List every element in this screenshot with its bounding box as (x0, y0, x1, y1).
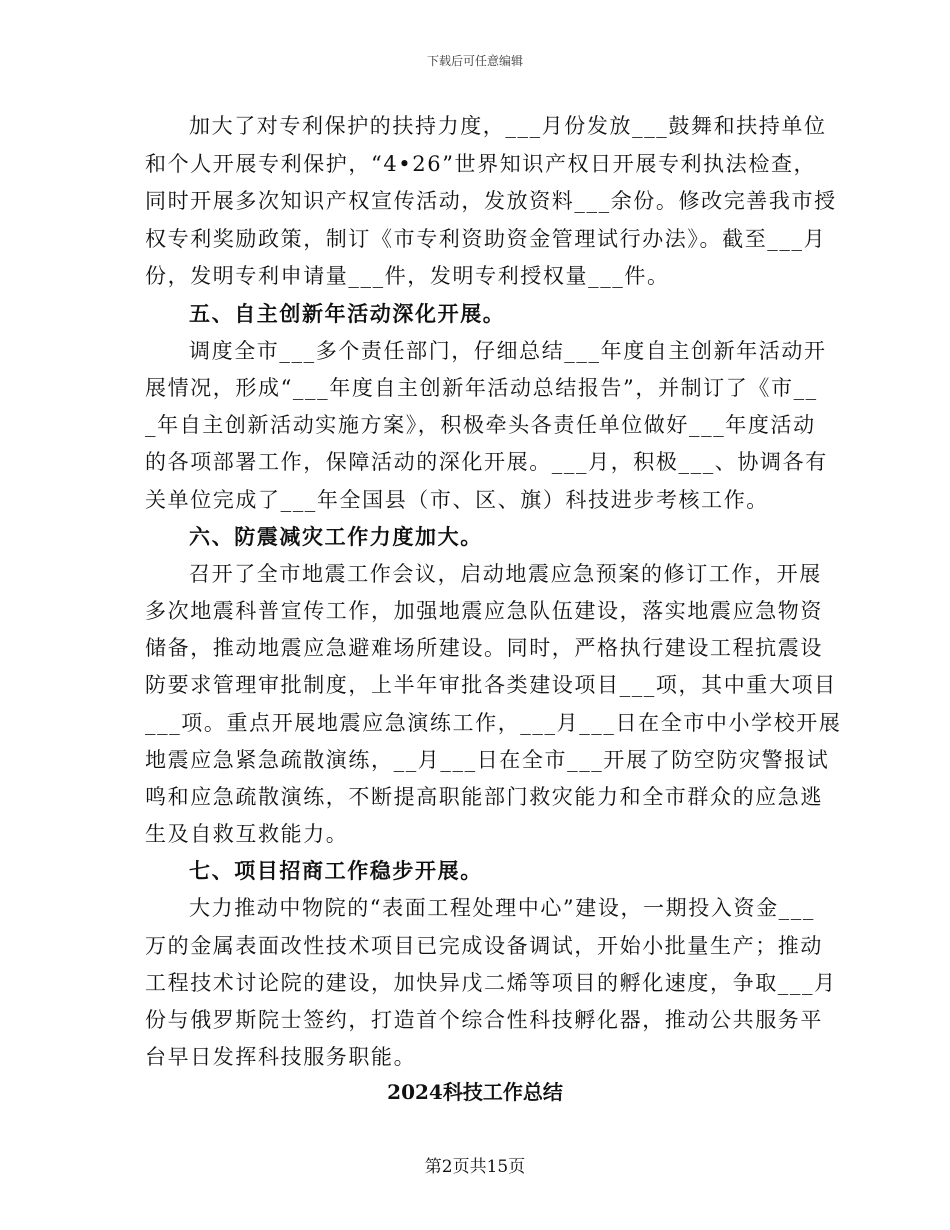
paragraph-line: 加大了对专利保护的扶持力度，___月份发放___鼓舞和扶持单位 (189, 114, 827, 138)
paragraph-line: 关单位完成了___年全国县（市、区、旗）科技进步考核工作。 (145, 488, 769, 512)
paragraph-line: 防要求管理审批制度，上半年审批各类建设项目___项，其中重大项目 (145, 673, 837, 697)
paragraph-line: 储备，推动地震应急避难场所建设。同时，严格执行建设工程抗震设 (145, 636, 823, 660)
paragraph-line: 大力推动中物院的“表面工程处理中心”建设，一期投入资金___ (189, 896, 815, 920)
paragraph-line: 展情况，形成“___年度自主创新年活动总结报告”，并制订了《市__ (145, 376, 818, 400)
paragraph-line: 权专利奖励政策，制订《市专利资助资金管理试行办法》。截至___月 (145, 227, 827, 251)
document-title: 2024科技工作总结 (387, 1080, 563, 1104)
paragraph-line: 万的金属表面改性技术项目已完成设备调试，开始小批量生产；推动 (145, 934, 823, 958)
paragraph-line: 多次地震科普宣传工作，加强地震应急队伍建设，落实地震应急物资 (145, 599, 823, 623)
paragraph-line: 工程技术讨论院的建设，加快异戊二烯等项目的孵化速度，争取___月 (145, 971, 837, 995)
paragraph-line: 份与俄罗斯院士签约，打造首个综合性科技孵化器，推动公共服务平 (145, 1008, 823, 1032)
section-heading: 七、项目招商工作稳步开展。 (189, 858, 483, 883)
paragraph-line: _年自主创新活动实施方案》，积极牵头各责任单位做好___年度活动 (145, 413, 816, 437)
paragraph-line: 调度全市___多个责任部门，仔细总结___年度自主创新年活动开 (189, 339, 827, 363)
page-header: 下载后可任意编辑 (426, 54, 523, 68)
paragraph-line: 地震应急紧急疏散演练，__月___日在全市___开展了防空防灾警报试 (145, 748, 830, 772)
page-footer: 第2页共15页 (424, 1157, 526, 1177)
paragraph-line: 召开了全市地震工作会议，启动地震应急预案的修订工作，开展 (189, 562, 822, 586)
paragraph-line: 台早日发挥科技服务职能。 (145, 1045, 417, 1069)
paragraph-line: 同时开展多次知识产权宣传活动，发放资料___余份。修改完善我市授 (145, 189, 837, 213)
section-heading: 六、防震减灾工作力度加大。 (189, 524, 483, 549)
paragraph-line: 和个人开展专利保护，“4•26”世界知识产权日开展专利执法检查， (145, 152, 817, 176)
paragraph-line: 份，发明专利申请量___件，发明专利授权量___件。 (145, 264, 670, 288)
paragraph-line: ___项。重点开展地震应急演练工作，___月___日在全市中小学校开展 (145, 711, 842, 735)
paragraph-line: 鸣和应急疏散演练，不断提高职能部门救灾能力和全市群众的应急逃 (145, 785, 823, 809)
paragraph-line: 的各项部署工作，保障活动的深化开展。___月，积极___、协调各有 (145, 450, 828, 474)
paragraph-line: 生及自救互救能力。 (145, 822, 349, 846)
section-heading: 五、自主创新年活动深化开展。 (189, 301, 506, 326)
